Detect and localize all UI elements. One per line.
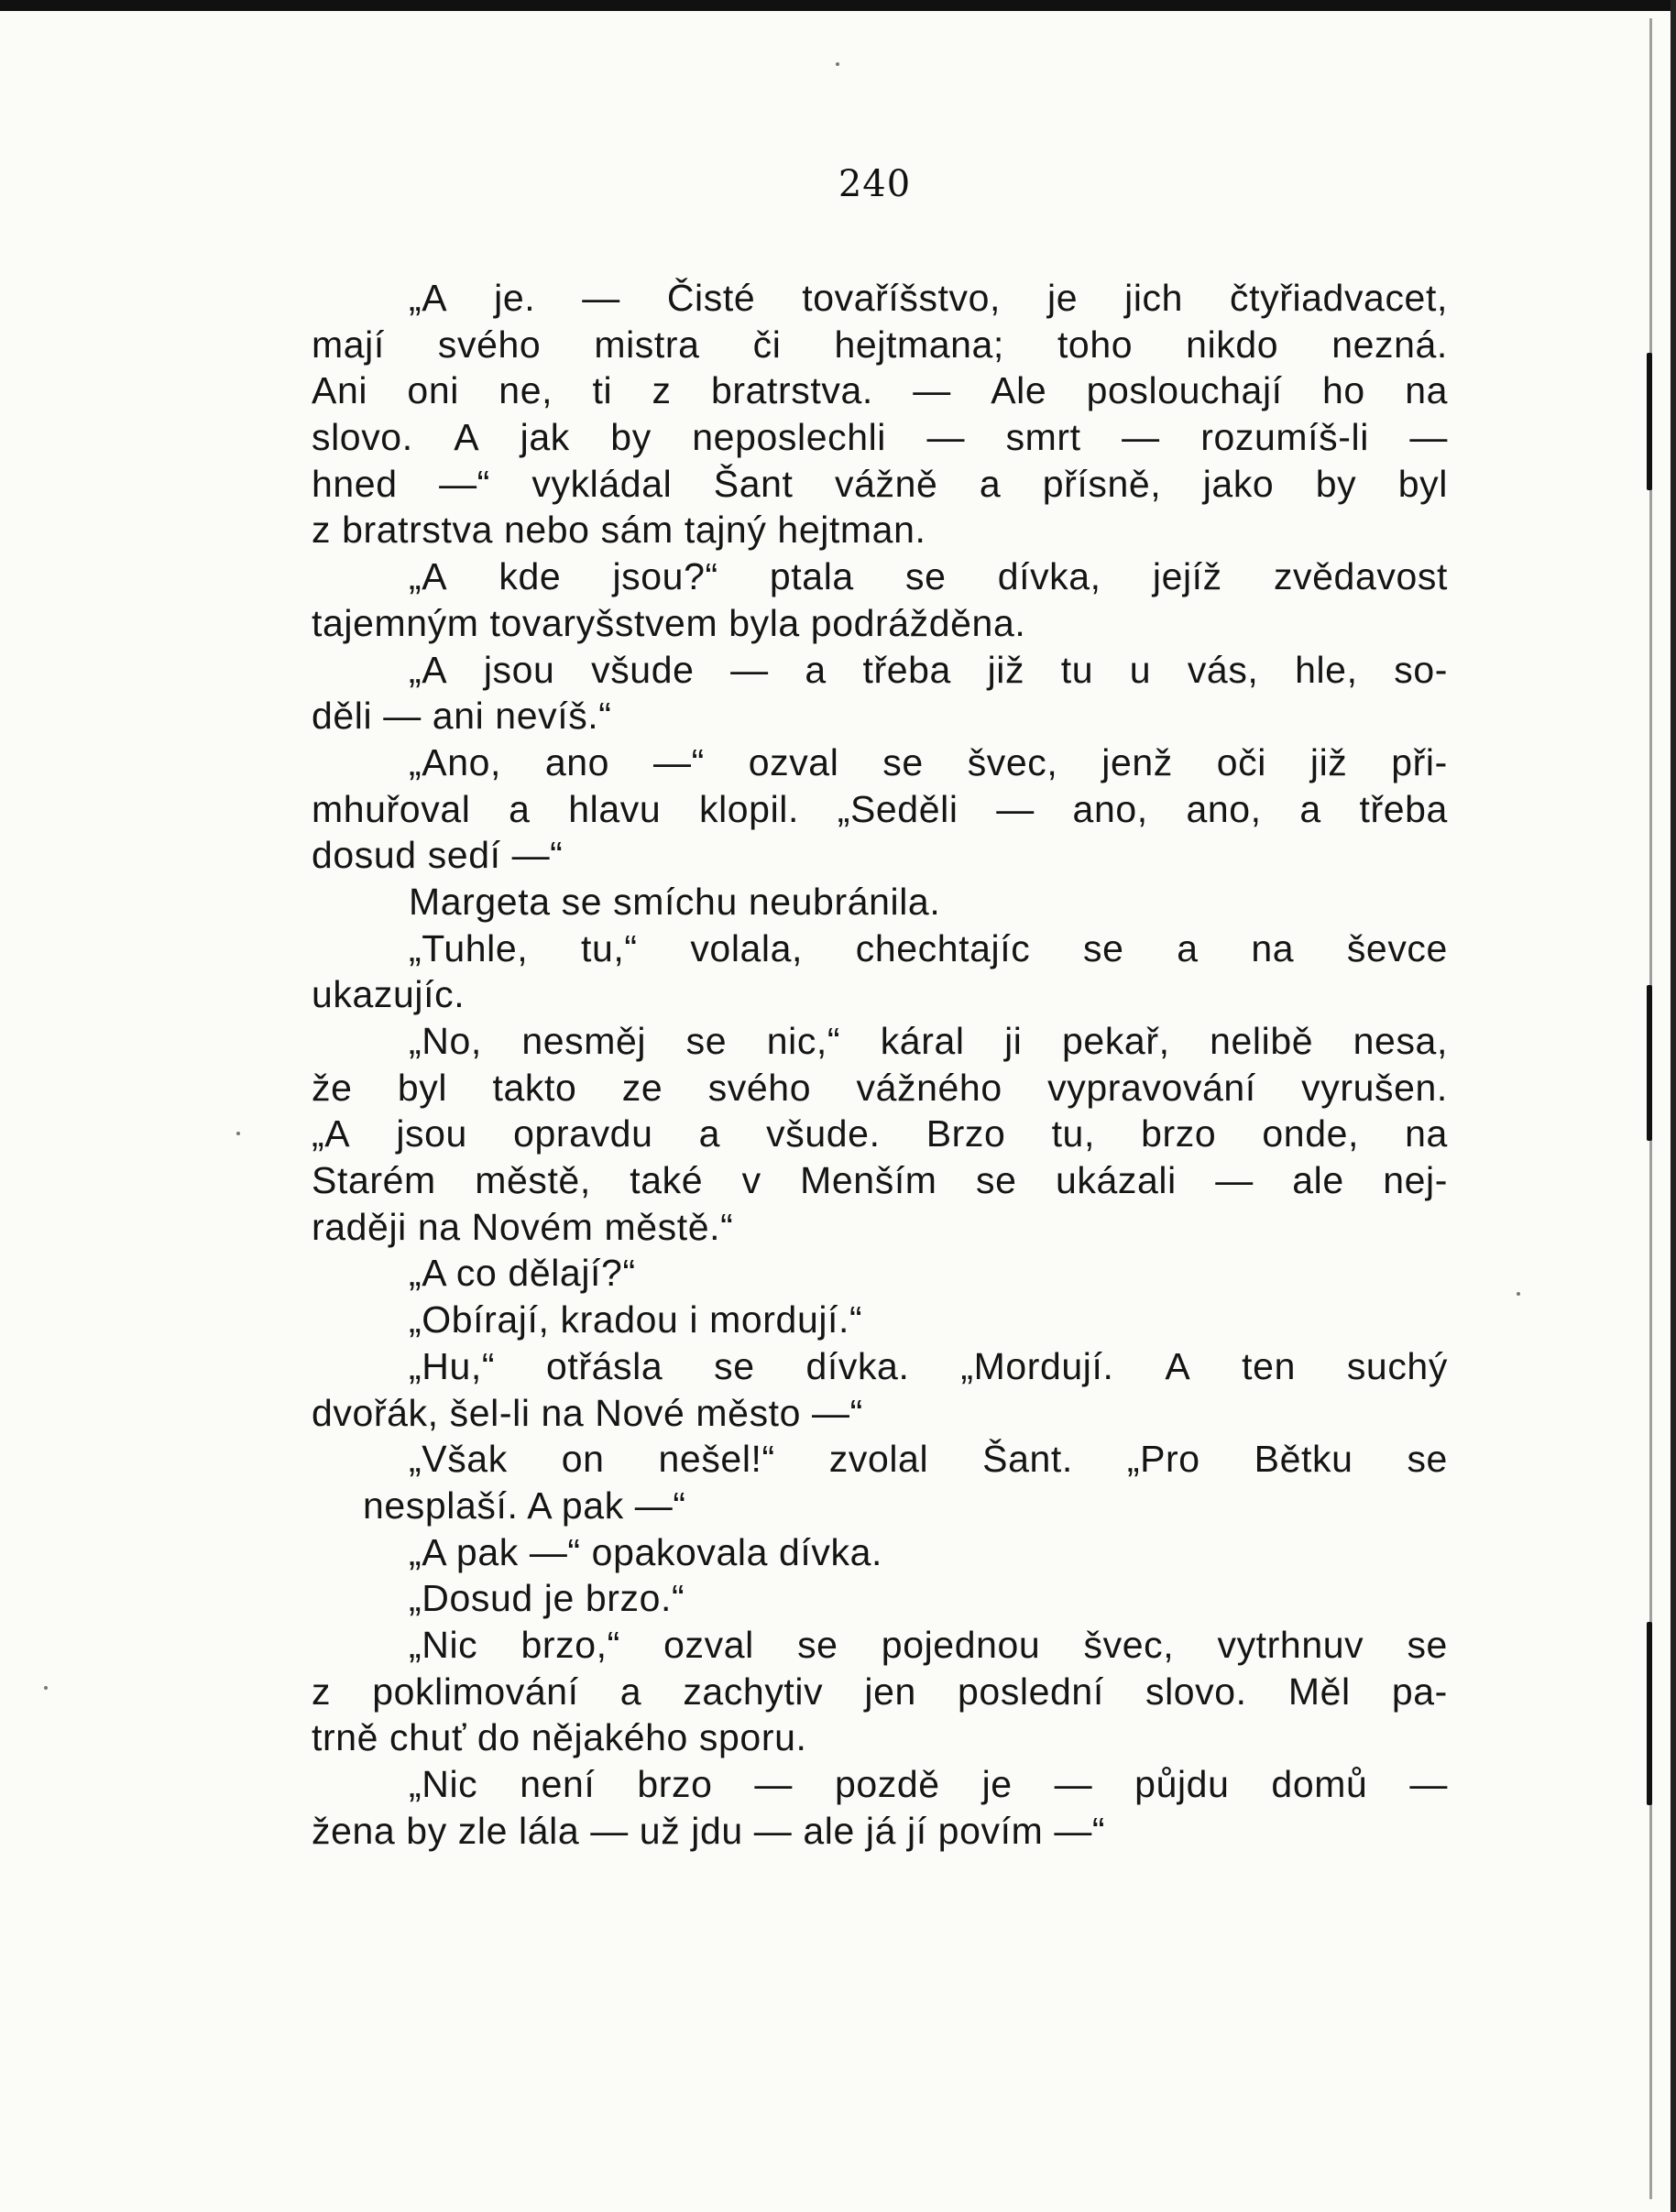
text-line: trně chuť do nějakého sporu. (312, 1716, 807, 1759)
scan-speck (44, 1686, 48, 1690)
scan-speck (236, 1132, 240, 1135)
text-line: Starém městě, také v Menším se ukázali — ale nej- (312, 1159, 1448, 1202)
margin-mark (1647, 1622, 1652, 1805)
paragraph (312, 553, 1448, 646)
scan-speck (836, 62, 839, 66)
text-line: „Však on nešel!“ zvolal Šant. „Pro Bětku se (409, 1438, 1448, 1481)
paragraph (312, 275, 1448, 553)
text-line: tajemným tovaryšstvem byla podrážděna. (312, 601, 1026, 644)
text-line: „Nic brzo,“ ozval se pojednou švec, vytrhnuv se (409, 1623, 1448, 1666)
paragraph (312, 1018, 1448, 1250)
text-line: slovo. A jak by neposlechli — smrt — rozumíš-li — (312, 416, 1448, 459)
margin-mark (1647, 985, 1652, 1141)
scan-right-edge (1671, 0, 1676, 2212)
text-line: „A je. — Čisté tovaříšstvo, je jich čtyřiadvacet, (409, 277, 1448, 319)
text-line: nesplaší. A pak —“ (363, 1484, 686, 1527)
text-line: „Nic není brzo — pozdě je — půjdu domů — (409, 1763, 1448, 1805)
text-line: děli — ani nevíš.“ (312, 695, 612, 738)
text-line: ukazujíc. (312, 973, 466, 1016)
text-line: mhuřoval a hlavu klopil. „Seděli — ano, ano, a třeba (312, 787, 1448, 830)
scan-top-edge (0, 0, 1676, 11)
text-line: „A co dělají?“ (409, 1252, 636, 1295)
paragraph (312, 1622, 1448, 1761)
text-line: „Tuhle, tu,“ volala, chechtajíc se a na ševce (409, 926, 1448, 969)
text-line: že byl takto ze svého vážného vypravování vyrušen. (312, 1066, 1448, 1109)
text-line: „Hu,“ otřásla se dívka. „Mordují. A ten suchý (409, 1344, 1448, 1387)
paragraph (312, 1575, 1448, 1622)
text-line: „No, nesměj se nic,“ káral ji pekař, nelibě nesa, (409, 1020, 1448, 1062)
text-line: „A kde jsou?“ ptala se dívka, jejíž zvědavost (409, 555, 1448, 598)
paragraph (312, 925, 1448, 1018)
paragraph (312, 1529, 1448, 1576)
text-line: dvořák, šel-li na Nové město —“ (312, 1391, 863, 1434)
paragraph (312, 1761, 1448, 1854)
paragraph (312, 1250, 1448, 1297)
body-text (312, 275, 1448, 1854)
text-line: „Ano, ano —“ ozval se švec, jenž oči již při- (409, 740, 1448, 783)
text-line: Margeta se smíchu neubránila. (409, 880, 941, 923)
text-line: „A jsou opravdu a všude. Brzo tu, brzo onde, na (312, 1112, 1448, 1155)
text-line: „A pak —“ opakovala dívka. (409, 1530, 882, 1573)
text-line: mají svého mistra či hejtmana; toho nikdo nezná. (312, 323, 1448, 366)
page-number: 240 (838, 163, 912, 205)
paragraph (312, 1343, 1448, 1436)
text-line: žena by zle lála — už jdu — ale já jí povím —“ (312, 1809, 1106, 1852)
text-line: hned —“ vykládal Šant vážně a přísně, jako by byl (312, 462, 1448, 505)
paragraph (312, 1436, 1448, 1528)
paragraph (312, 879, 1448, 925)
text-line: „A jsou všude — a třeba již tu u vás, hle, so- (409, 648, 1448, 691)
paragraph (312, 1297, 1448, 1343)
text-line: Ani oni ne, ti z bratrstva. — Ale poslouchají ho na (312, 369, 1448, 412)
text-line: dosud sedí —“ (312, 834, 564, 877)
text-line: z bratrstva nebo sám tajný hejtman. (312, 509, 926, 552)
paragraph (312, 739, 1448, 879)
scan-speck (1517, 1292, 1520, 1296)
text-line: „Obírají, kradou i mordují.“ (409, 1298, 863, 1341)
margin-mark (1647, 353, 1652, 490)
text-line: z poklimování a zachytiv jen poslední slovo. Měl pa- (312, 1670, 1448, 1713)
text-line: raději na Novém městě.“ (312, 1205, 734, 1248)
text-line: „Dosud je brzo.“ (409, 1577, 685, 1620)
paragraph (312, 647, 1448, 739)
